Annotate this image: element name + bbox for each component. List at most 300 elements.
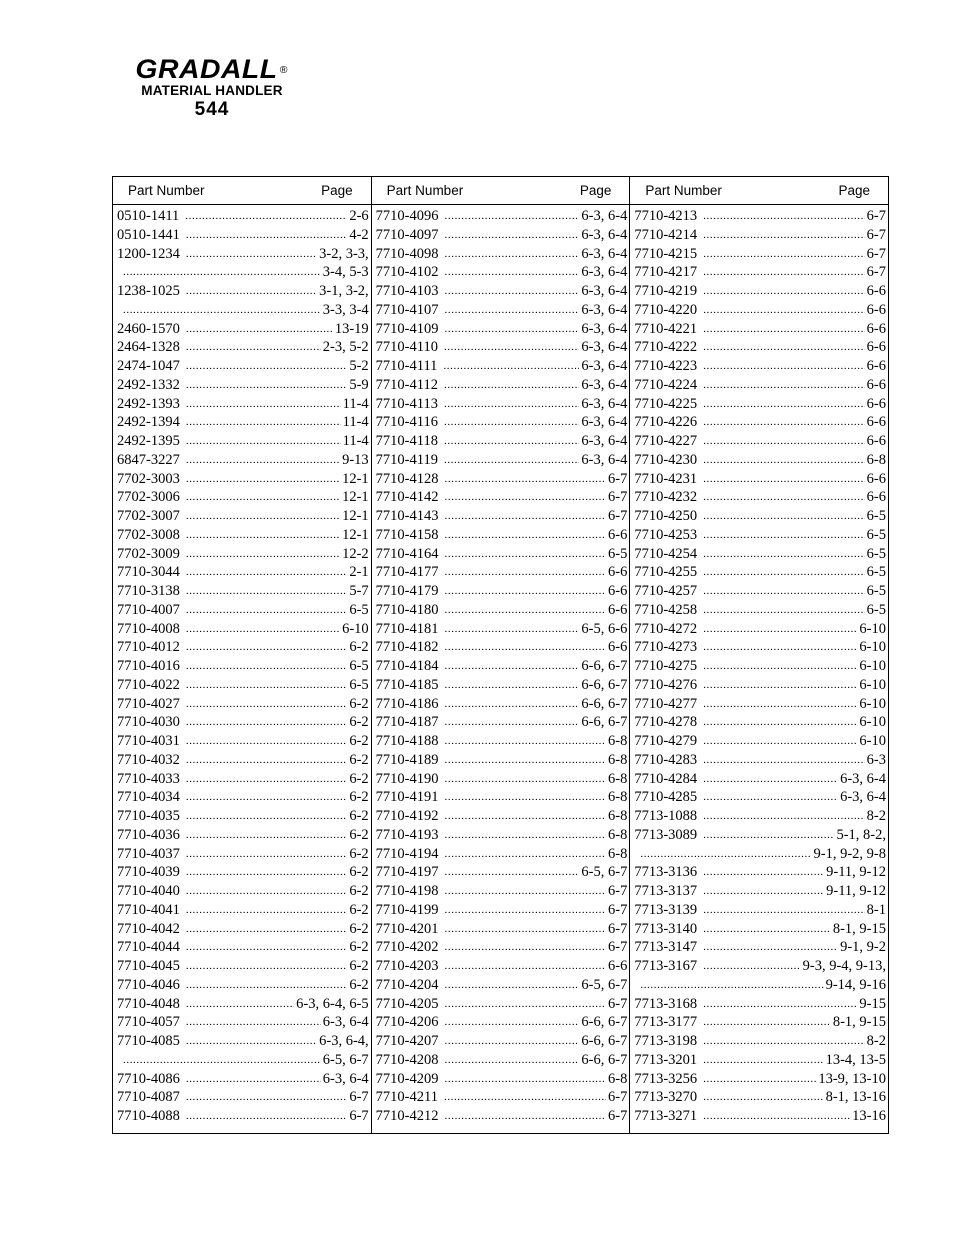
part-number: 7710-4034 [117,789,180,806]
dot-leader [445,848,606,860]
table-row [376,339,628,358]
table-row [634,621,886,640]
table-row [376,996,628,1015]
table-row [376,246,628,265]
table-row [634,583,886,602]
table-row [634,789,886,808]
part-number: 7710-4142 [375,489,439,506]
part-number: 7710-4112 [375,376,438,393]
part-number: 7702-3007 [117,508,180,524]
page-reference: 6-10 [342,620,369,637]
dot-leader [186,1091,347,1103]
dot-leader [703,641,857,653]
table-row [117,677,369,696]
dot-leader [703,248,864,260]
page-reference: 6-2 [349,901,369,918]
dot-leader [445,754,606,766]
dot-leader [445,229,580,241]
dot-leader [703,1016,831,1028]
dot-leader [445,323,580,335]
dot-leader [445,866,580,878]
page-reference: 6-2 [349,864,369,881]
part-number: 7710-4111 [375,358,438,374]
part-number: 7710-4184 [375,658,439,674]
dot-leader [445,585,606,597]
dot-leader [186,716,347,728]
part-number: 1200-1234 [117,245,180,262]
table-row [634,864,886,883]
table-row [634,246,886,265]
page-reference: 6-6 [608,958,628,974]
page-reference: 4-2 [349,226,369,243]
table-row [376,733,628,752]
part-number: 7713-3271 [634,1108,698,1124]
table-row [634,977,886,996]
part-number: 7710-4041 [117,901,180,918]
page-reference: 6-5, 6-7 [322,1051,369,1068]
column-body [372,205,630,1127]
part-number: 7710-4190 [375,770,439,787]
dot-leader [186,829,347,841]
page-reference: 6-6, 6-7 [581,1033,628,1049]
part-number: 7710-4187 [375,714,439,731]
header-part-number: Part Number [645,183,722,198]
page-reference: 6-2 [349,845,369,862]
part-number: 7710-4285 [634,789,698,806]
part-number: 7713-3168 [634,995,698,1012]
part-number: 7710-4277 [634,695,698,712]
page-reference: 6-2 [349,808,369,824]
table-row [634,1052,886,1071]
dot-leader [445,941,606,953]
table-row [117,264,369,283]
part-number: 7710-4044 [117,939,180,956]
page-reference: 6-3, 6-4 [322,1014,369,1031]
dot-leader [186,510,340,522]
table-row [634,808,886,827]
page-reference: 6-8 [608,826,628,843]
registered-mark: ® [280,65,289,76]
dot-leader [445,829,606,841]
table-row [117,621,369,640]
page-reference: 8-1, 13-16 [825,1089,887,1106]
dot-leader [186,585,347,597]
part-number: 7710-4198 [375,883,439,899]
part-number: 7710-4221 [634,320,698,337]
part-number: 7710-4118 [375,433,438,449]
dot-leader [445,266,580,278]
page-reference: 5-7 [349,583,369,599]
header-page: Page [838,183,871,198]
table-row [634,883,886,902]
table-row [376,1071,628,1090]
page-reference: 11-4 [342,433,369,449]
page-reference: 6-5, 6-7 [581,864,628,881]
page-reference: 6-6, 6-7 [581,1014,628,1031]
page-reference: 6-3, 6-4 [581,451,628,468]
page-reference: 6-6 [866,301,887,318]
header-page: Page [321,183,353,198]
page-reference: 8-1, 9-15 [832,920,887,937]
table-row [376,433,628,452]
table-row [117,1033,369,1052]
page-reference: 11-4 [342,395,369,412]
dot-leader [703,360,864,372]
page-reference: 6-2 [349,958,369,974]
table-row [117,339,369,358]
part-number: 7710-4185 [375,676,439,693]
table-row [634,677,886,696]
page-reference: 9-11, 9-12 [826,864,887,881]
header-part-number: Part Number [128,183,205,198]
page-reference: 6-3, 6-4 [581,433,628,449]
part-number: 7710-4232 [634,489,698,506]
page-reference: 3-1, 3-2, [319,283,369,299]
page-reference: 6-8 [608,751,628,768]
dot-leader [703,473,864,485]
dot-leader [186,773,347,785]
page-reference: 6-2 [349,733,369,749]
dot-leader [186,1073,321,1085]
page-reference: 6-3, 6-4 [581,245,628,262]
table-row [117,302,369,321]
part-number: 7710-4097 [375,226,439,243]
dot-leader [445,1110,606,1122]
table-row [376,1108,628,1127]
dot-leader [186,623,340,635]
dot-leader [703,885,824,897]
dot-leader [186,398,341,410]
part-number: 7710-4113 [375,395,438,412]
part-number: 7710-4164 [375,545,439,562]
table-row [634,433,886,452]
dot-leader [445,510,606,522]
page-reference: 6-5 [866,601,887,618]
table-row [634,1071,886,1090]
part-number: 7710-4275 [634,658,698,674]
page-reference: 8-1, 9-15 [832,1014,887,1031]
index-column-2 [371,177,630,1133]
table-row [634,752,886,771]
page-reference: 6-5, 6-6 [581,620,628,637]
table-row [117,508,369,527]
part-number: 7710-4206 [375,1014,439,1031]
part-number: 7710-4128 [375,470,439,487]
dot-leader [703,1073,816,1085]
page-reference: 3-4, 5-3 [322,264,369,281]
part-number: 7710-4192 [375,808,439,824]
table-row [376,452,628,471]
table-row [634,321,886,340]
table-row [634,733,886,752]
page-reference: 6-2 [349,920,369,937]
dot-leader [703,941,838,953]
dot-leader [703,566,864,578]
dot-leader [703,379,864,391]
part-number: 7710-4033 [117,770,180,787]
page-reference: 6-7 [349,1089,369,1106]
table-row [376,958,628,977]
table-row [117,358,369,377]
table-row [117,996,369,1015]
page-reference: 6-3, 6-4, [319,1033,369,1049]
table-row [117,827,369,846]
page-reference: 6-7 [866,208,887,224]
page-reference: 6-6 [866,358,887,374]
table-row [376,489,628,508]
dot-leader [640,979,823,991]
table-row [634,958,886,977]
page-reference: 6-2 [349,639,369,656]
page-reference: 9-13 [342,451,369,468]
dot-leader [445,566,606,578]
table-row [117,1052,369,1071]
dot-leader [703,585,864,597]
dot-leader [445,548,606,560]
table-row [376,508,628,527]
table-row [634,846,886,865]
table-row [376,602,628,621]
table-row [117,1071,369,1090]
table-row [376,546,628,565]
part-number: 7702-3008 [117,526,180,543]
part-number: 7710-4179 [375,583,439,599]
table-row [376,921,628,940]
table-row [376,396,628,415]
dot-leader [703,398,864,410]
part-number: 7710-4031 [117,733,180,749]
part-number: 7710-4203 [375,958,439,974]
page-reference: 6-7 [866,264,887,281]
part-number: 7710-4022 [117,676,180,693]
page-reference: 12-1 [342,526,369,543]
dot-leader [186,1110,347,1122]
part-number: 7710-3044 [117,564,180,581]
page-reference: 2-3, 5-2 [322,339,369,356]
dot-leader [703,1091,823,1103]
page-reference: 6-6 [866,433,887,449]
table-row [634,527,886,546]
part-number: 7710-4039 [117,864,180,881]
dot-leader [186,341,321,353]
page-reference: 3-2, 3-3, [319,245,369,262]
page-reference: 12-1 [342,508,369,524]
dot-leader [703,1035,864,1047]
dot-leader [703,904,864,916]
table-row [376,208,628,227]
dot-leader [445,660,580,672]
dot-leader [186,548,340,560]
table-row [117,977,369,996]
part-number: 7710-4048 [117,995,180,1012]
index-column-1 [113,177,371,1133]
dot-leader [186,248,317,260]
dot-leader [444,454,579,466]
dot-leader [123,1054,321,1066]
part-number: 7710-4231 [634,470,698,487]
table-row [634,414,886,433]
part-number: 7710-4110 [375,339,438,356]
page-reference: 6-6 [866,376,887,393]
part-number: 7710-4143 [375,508,439,524]
table-row [376,321,628,340]
dot-leader [186,979,347,991]
part-number: 7710-4212 [375,1108,439,1124]
dot-leader [123,304,321,316]
dot-leader [445,1035,580,1047]
dot-leader [703,754,864,766]
dot-leader [186,641,347,653]
dot-leader [703,229,864,241]
dot-leader [703,323,864,335]
part-number: 7710-4276 [634,676,698,693]
part-number: 7710-4016 [117,658,180,674]
table-row [376,1014,628,1033]
table-row [117,283,369,302]
part-number: 2492-1332 [117,376,180,393]
dot-leader [445,604,606,616]
page-reference: 6-3, 6-4 [581,226,628,243]
table-row [376,808,628,827]
dot-leader [186,679,347,691]
table-row [634,714,886,733]
dot-leader [445,960,606,972]
dot-leader [445,285,580,297]
part-number: 7710-4085 [117,1033,180,1049]
dot-leader [445,1073,606,1085]
page-reference: 6-3, 6-4 [581,414,628,431]
part-number: 7713-3167 [634,958,698,974]
table-row [117,1089,369,1108]
brand-logo [136,54,289,84]
dot-leader [703,510,864,522]
page-reference: 6-2 [349,714,369,731]
page-reference: 6-7 [608,901,628,918]
page-reference: 5-2 [349,358,369,374]
table-row [634,1033,886,1052]
page-reference: 6-3, 6-4 [322,1070,369,1087]
table-row [117,396,369,415]
dot-leader [703,304,864,316]
part-number: 7710-4189 [375,751,439,768]
part-number: 7710-4012 [117,639,180,656]
dot-leader [186,735,347,747]
part-number: 7713-3198 [634,1033,698,1049]
part-number: 7710-4181 [375,620,439,637]
dot-leader [703,998,857,1010]
table-row [634,227,886,246]
part-number: 0510-1411 [117,208,180,224]
part-number: 7710-4042 [117,920,180,937]
table-row [376,264,628,283]
page-reference: 6-6, 6-7 [581,695,628,712]
dot-leader [445,641,606,653]
page-reference: 6-10 [859,658,887,674]
part-number: 7710-4254 [634,545,698,562]
dot-leader [186,604,347,616]
table-row [634,696,886,715]
page-reference: 5-1, 8-2, [836,826,887,843]
dot-leader [703,829,834,841]
parts-index-table [112,176,889,1134]
dot-leader [445,979,580,991]
page-reference: 6-3, 6-4 [581,320,628,337]
page-reference: 6-7 [608,470,628,487]
part-number: 7710-4201 [375,920,439,937]
page-reference: 6-3 [866,751,887,768]
table-row [634,471,886,490]
part-number: 7710-4107 [375,301,439,318]
part-number: 7710-4030 [117,714,180,731]
table-row [376,677,628,696]
part-number: 7702-3006 [117,489,180,506]
page-reference: 6-7 [608,1108,628,1124]
page-reference: 6-3, 6-4 [581,395,628,412]
page-reference: 13-19 [334,320,369,337]
page-reference: 12-2 [342,545,369,562]
dot-leader [703,416,864,428]
page-reference: 6-6 [866,339,887,356]
column-body [630,205,888,1127]
dot-leader [186,698,347,710]
dot-leader [703,491,864,503]
part-number: 7710-4215 [634,245,698,262]
page-reference: 6-6 [608,564,628,581]
dot-leader [186,323,333,335]
dot-leader [703,810,864,822]
page-reference: 6-5 [608,545,628,562]
dot-leader [445,904,606,916]
page-reference: 6-6 [866,470,887,487]
dot-leader [445,248,580,260]
table-row [634,508,886,527]
table-row [376,302,628,321]
page-reference: 6-5 [866,545,887,562]
dot-leader [445,210,580,222]
page-reference: 6-6 [866,283,887,299]
table-row [376,583,628,602]
part-number: 7710-4103 [375,283,439,299]
part-number: 7710-4182 [375,639,439,656]
dot-leader [186,435,341,447]
page-reference: 6-7 [866,245,887,262]
dot-leader [186,998,294,1010]
table-row [117,864,369,883]
part-number: 7710-4191 [375,789,439,806]
table-row [117,846,369,865]
dot-leader [703,716,857,728]
part-number: 7710-4273 [634,639,698,656]
dot-leader [703,266,864,278]
part-number: 7713-3140 [634,920,698,937]
part-number: 7710-4088 [117,1108,180,1124]
page-reference: 6-6 [608,601,628,618]
dot-leader [186,379,347,391]
dot-leader [186,660,347,672]
part-number: 7710-4257 [634,583,698,599]
page-reference: 6-3, 6-4 [840,770,887,787]
column-header [372,177,630,205]
dot-leader [186,904,347,916]
dot-leader [186,941,347,953]
page-reference: 9-11, 9-12 [826,883,887,899]
part-number: 7710-4040 [117,883,180,899]
part-number: 7710-4086 [117,1070,180,1087]
dot-leader [703,341,864,353]
dot-leader [186,791,347,803]
table-row [634,564,886,583]
part-number: 7710-4217 [634,264,698,281]
